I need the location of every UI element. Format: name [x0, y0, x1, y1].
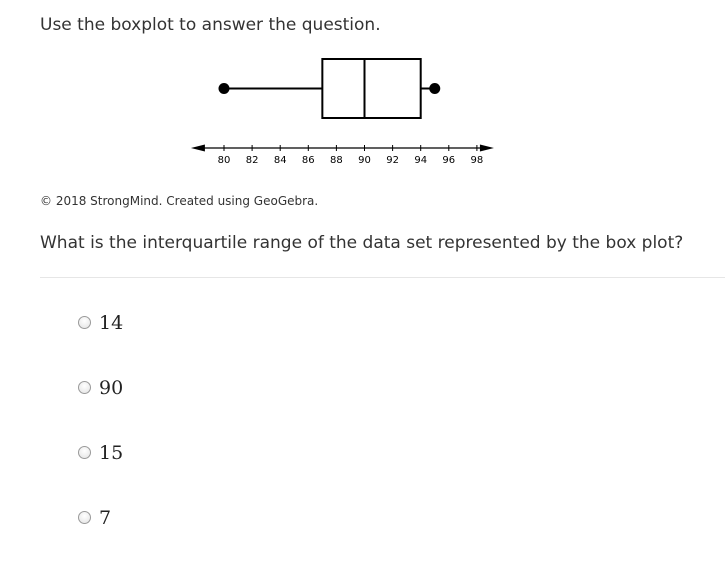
left-arrow-icon — [191, 145, 205, 152]
answer-label[interactable]: 90 — [99, 377, 124, 399]
interquartile-box — [322, 59, 420, 118]
image-credit: © 2018 StrongMind. Created using GeoGebra. — [40, 194, 319, 208]
radio-button[interactable] — [78, 316, 91, 329]
axis-tick-label: 88 — [330, 155, 343, 166]
answer-label[interactable]: 15 — [99, 442, 124, 464]
maximum-point — [429, 83, 440, 94]
axis-tick-label: 80 — [217, 155, 231, 166]
minimum-point — [219, 83, 230, 94]
axis-tick-label: 86 — [301, 155, 315, 166]
answer-choice-4[interactable] — [78, 507, 123, 572]
question-text: What is the interquartile range of the data set represented by the box plot? — [40, 233, 684, 253]
radio-button[interactable] — [78, 511, 91, 524]
axis-tick-label: 90 — [358, 155, 371, 166]
axis-tick-label: 96 — [442, 155, 456, 166]
axis-tick-label: 94 — [414, 155, 428, 166]
right-arrow-icon — [480, 145, 494, 152]
radio-button[interactable] — [78, 381, 91, 394]
axis-tick-label: 92 — [386, 155, 399, 166]
answer-label[interactable]: 7 — [99, 507, 112, 529]
axis-tick-label: 84 — [273, 155, 287, 166]
axis-tick-label: 82 — [245, 155, 259, 166]
boxplot-figure — [190, 52, 500, 170]
answer-choice-1[interactable] — [78, 312, 123, 377]
answer-choice-3[interactable] — [78, 442, 123, 507]
answer-choices — [78, 312, 123, 572]
radio-button[interactable] — [78, 446, 91, 459]
instruction-text: Use the boxplot to answer the question. — [40, 15, 381, 35]
answer-label[interactable]: 14 — [99, 312, 124, 334]
axis-tick-label: 98 — [470, 155, 484, 166]
answer-choice-2[interactable] — [78, 377, 123, 442]
divider — [40, 277, 725, 278]
boxplot-chart — [190, 52, 500, 170]
